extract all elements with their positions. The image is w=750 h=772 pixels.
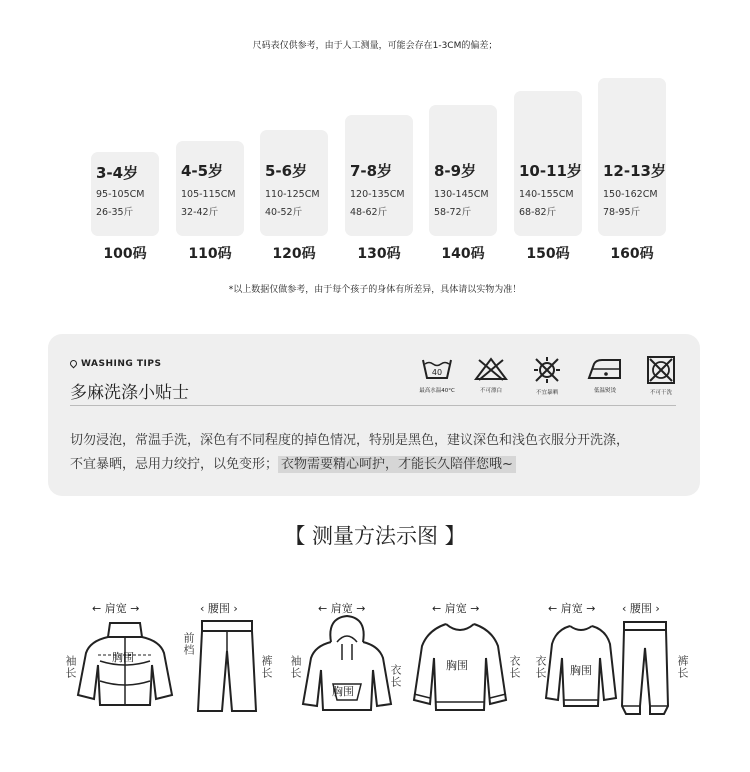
size-height: 95-105CM: [96, 189, 145, 200]
body-length-label-2: 衣长: [508, 655, 521, 679]
size-weight: 26-35斤: [96, 207, 134, 218]
size-label: 110码: [188, 246, 232, 262]
disclaimer: *以上数据仅做参考，由于每个孩子的身体有所差异，具体请以实物为准！: [228, 285, 522, 295]
rise-label: 前档: [182, 632, 195, 656]
size-age: 8-9岁: [434, 162, 477, 180]
chest-label-2: 胸围: [332, 685, 354, 698]
size-height: 130-145CM: [434, 189, 489, 200]
shoulder-label-2: ← 肩宽 →: [318, 602, 366, 615]
size-height: 150-162CM: [603, 189, 658, 200]
size-label: 160码: [610, 246, 654, 262]
size-card: [91, 152, 159, 236]
sleeve-label-2: 袖长: [289, 655, 302, 679]
washing-tips-en: WASHING TIPS: [81, 359, 162, 369]
chest-label-3: 胸围: [446, 659, 468, 672]
waist-label-1: ‹ 腰围 ›: [200, 602, 238, 615]
wash-40-icon: [412, 356, 462, 394]
size-weight: 58-72斤: [434, 207, 472, 218]
size-note: 尺码表仅供参考，由于人工测量，可能会存在1-3CM的偏差；: [252, 41, 498, 51]
size-age: 3-4岁: [96, 164, 139, 182]
size-height: 120-135CM: [350, 189, 405, 200]
size-card: [176, 141, 244, 236]
chest-label-4: 胸围: [570, 664, 592, 677]
washing-tips-panel: [48, 334, 700, 496]
measure-method-title: 【 测量方法示图 】: [284, 524, 466, 548]
size-age: 10-11岁: [519, 162, 582, 180]
size-age: 5-6岁: [265, 162, 308, 180]
puffer-jacket-illustration: [70, 615, 180, 715]
size-age: 7-8岁: [350, 162, 393, 180]
size-label: 150码: [526, 246, 570, 262]
chest-label-1: 胸围: [112, 651, 134, 664]
low-iron-icon: [580, 356, 630, 394]
size-card: [514, 91, 582, 236]
no-bleach-icon: [466, 356, 516, 394]
size-card: [598, 78, 666, 236]
no-sun-caption: 不宜暴晒: [535, 390, 558, 396]
body-length-label-3: 衣长: [534, 655, 547, 679]
size-card: [429, 105, 497, 236]
size-height: 110-125CM: [265, 189, 320, 200]
location-pin-icon: [69, 359, 79, 369]
low-iron-caption: 低温熨烫: [593, 388, 616, 394]
size-age: 4-5岁: [181, 162, 224, 180]
no-tumble-dry-caption: 不可干洗: [649, 390, 672, 396]
size-label: 140码: [441, 246, 485, 262]
washing-tips-title: 多麻洗涤小贴士: [70, 383, 189, 403]
size-card: [260, 130, 328, 236]
washing-tips-heading: [70, 359, 161, 369]
no-tumble-dry-icon: [636, 356, 686, 396]
washing-highlight: 衣物需要精心呵护，才能长久陪伴您哦~: [278, 456, 516, 473]
size-label: 100码: [103, 246, 147, 262]
hoodie-illustration: [297, 612, 397, 715]
size-weight: 78-95斤: [603, 207, 641, 218]
size-weight: 68-82斤: [519, 207, 557, 218]
size-label: 130码: [357, 246, 401, 262]
sleeve-label-1: 袖长: [64, 655, 77, 679]
washing-instructions: [70, 429, 690, 477]
shoulder-label-3: ← 肩宽 →: [432, 602, 480, 615]
washing-line-2-text: 不宜暴晒，忌用力绞拧，以免变形；: [70, 457, 279, 472]
size-height: 140-155CM: [519, 189, 574, 200]
size-weight: 32-42斤: [181, 207, 219, 218]
size-weight: 48-62斤: [350, 207, 388, 218]
size-card: [345, 115, 413, 236]
wash-40-caption: 最高水温40°C: [419, 388, 455, 394]
body-length-label-1: 衣长: [389, 664, 402, 688]
no-sun-icon: [522, 356, 572, 396]
size-weight: 40-52斤: [265, 207, 303, 218]
divider: [70, 405, 676, 406]
joggers-illustration: [618, 618, 672, 718]
washing-line-1: 切勿浸泡，常温手洗，深色有不同程度的掉色情况，特别是黑色，建议深色和浅色衣服分开洗涤，: [70, 433, 630, 448]
no-bleach-caption: 不可漂白: [479, 388, 502, 394]
pants-length-label-1: 裤长: [260, 655, 273, 679]
size-label: 120码: [272, 246, 316, 262]
svg-text:40: 40: [431, 368, 443, 377]
waist-label-2: ‹ 腰围 ›: [622, 602, 660, 615]
shoulder-label-4: ← 肩宽 →: [548, 602, 596, 615]
pants-length-label-2: 裤长: [676, 655, 689, 679]
pants-illustration: [192, 615, 262, 715]
shoulder-label-1: ← 肩宽 →: [92, 602, 140, 615]
washing-line-2: [70, 453, 690, 477]
size-age: 12-13岁: [603, 162, 666, 180]
size-height: 105-115CM: [181, 189, 236, 200]
